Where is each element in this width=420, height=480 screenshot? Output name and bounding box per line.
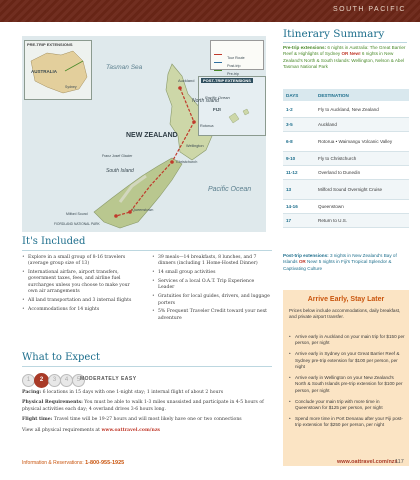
post-trip-prefix: Post-trip extensions:: [283, 253, 329, 258]
table-row: 11-12 Overland to Dunedin: [283, 166, 409, 180]
pre-trip-or: OR New!: [341, 51, 361, 57]
pre-trip-part1: 6 nights in Australia: The Great Barrier Reef & Highlights of Sydney: [283, 45, 406, 57]
table-row: 14-16 Queenstown: [283, 200, 409, 214]
list-item: • Arrive early in Auckland on your main trip for $150 per person, per night: [289, 334, 405, 347]
milford-marker: [114, 214, 118, 218]
section-label: SOUTH PACIFIC: [332, 6, 406, 13]
physical-label: Physical Requirements:: [22, 400, 83, 405]
post-trip-part2: New! 5 nights in Fiji's Tropical Splendor & Captivating Culture: [283, 259, 392, 271]
franz-josef-label: Franz Josef Glacier: [102, 154, 133, 158]
pacing-text: [22, 390, 277, 397]
post-trip-inset-title: POST-TRIP EXTENSIONS: [203, 78, 251, 83]
table-row: 17 Return to U.S.: [283, 214, 409, 228]
page-number: 117: [395, 459, 404, 465]
auckland-marker: [178, 86, 182, 90]
christchurch-marker: [170, 160, 174, 164]
rotorua-label: Rotorua: [200, 124, 214, 128]
itinerary-table: [283, 89, 409, 228]
post-trip-text: [283, 253, 409, 272]
sydney-label: Sydney: [65, 85, 77, 89]
legend-tour: Tour Route: [214, 44, 245, 63]
pre-trip-part2: 6 nights in New Zealand's North & South Islands: Wellington, Nelson & Abel Tasman National Park: [283, 51, 405, 70]
list-item: • 14 small group activities: [152, 270, 270, 276]
list-item: • Conclude your main trip with more time in Queenstown for $125 per person, per night: [289, 399, 405, 412]
pre-trip-inset: [24, 40, 92, 100]
pacific-ocean-inset-label: Pacific Ocean: [205, 95, 230, 100]
list-item: • Arrive early in Wellington on your New Zealand's North & South Islands pre-trip extension for $100 per person, per night: [289, 375, 405, 394]
route-map: [22, 36, 266, 232]
auckland-label: Auckland: [178, 78, 195, 83]
arrive-early-list: [289, 334, 405, 433]
milford-sound-label: Milford Sound: [66, 212, 88, 216]
fiordland-label: FIORDLAND NATIONAL PARK: [54, 222, 100, 226]
included-rule: [22, 250, 272, 251]
scale-dot-3: 3: [48, 374, 61, 387]
post-trip-or: OR: [298, 259, 306, 265]
list-item: • Spend more time in Port Denarau after your Fiji post-trip extension for $250 per person, per night: [289, 416, 405, 429]
pre-trip-inset-title: PRE-TRIP EXTENSIONS: [27, 42, 73, 47]
rotorua-marker: [192, 120, 196, 124]
expect-rule: [22, 366, 272, 367]
wellington-label: Wellington: [186, 144, 204, 148]
list-item: • All land transportation and 3 internal flights: [22, 298, 140, 304]
reservations-label: Information & Reservations:: [22, 460, 84, 466]
post-trip-part1: 3 nights in New Zealand's Bay of Islands: [283, 253, 397, 265]
list-item: • International airfare, airport transfers, government taxes, fees, and airline fuel surcharges unless you choose to make your own air arrangements: [22, 270, 140, 295]
table-row: 1-2 Fly to Auckland, New Zealand: [283, 101, 409, 118]
list-item: • 39 meals—14 breakfasts, 8 lunches, and 7 dinners (including 1 Home-Hosted Dinner): [152, 255, 270, 268]
legend-post: Post-trip: [214, 52, 240, 71]
arrive-early-intro: Prices below include accommodations, daily breakfast, and private airport transfer.: [289, 308, 401, 320]
physical-value: You must be able to walk 1-3 miles unassisted and participate in 4-5 hours of physical activities each day; 4 overland drives 3-6 hours long.: [22, 400, 264, 412]
expect-title: What to Expect: [22, 352, 100, 363]
flight-label: Flight time:: [22, 417, 53, 422]
table-row: 13 Milford Sound Overnight Cruise: [283, 180, 409, 200]
itinerary-title: Itinerary Summary: [283, 28, 385, 40]
included-title: It's Included: [22, 236, 86, 247]
included-list-right: [152, 255, 270, 325]
australia-label: AUSTRALIA: [31, 69, 57, 74]
pacing-label: Pacing:: [22, 390, 42, 395]
col-destination: DESTINATION: [315, 89, 409, 101]
pre-trip-text: [283, 45, 409, 71]
south-island-label: South Island: [106, 168, 134, 174]
table-row: 3-5 Auckland: [283, 118, 409, 132]
legend-pre: Pre-trip: [214, 60, 239, 79]
footer-url[interactable]: www.oattravel.com/nzs: [337, 459, 398, 465]
list-item: • Services of a local O.A.T. Trip Experience Leader: [152, 279, 270, 292]
flight-value: Travel time will be 19-27 hours and will most likely have one or two connections: [52, 417, 242, 422]
christchurch-label: Christchurch: [176, 160, 198, 164]
pacing-value: 6 locations in 15 days with one 1-night stay; 1 internal flight of about 2 hours: [41, 390, 224, 395]
map-legend: [210, 40, 264, 76]
col-days: DAYS: [283, 89, 315, 101]
list-item: • 5% Frequent Traveler Credit toward your next adventure: [152, 309, 270, 322]
list-item: • Gratuities for local guides, drivers, and luggage porters: [152, 294, 270, 307]
new-zealand-label: NEW ZEALAND: [126, 132, 178, 139]
phone-number[interactable]: 1-800-955-1925: [85, 460, 125, 466]
physical-text: [22, 400, 277, 413]
tasman-sea-label: Tasman Sea: [106, 64, 143, 71]
included-list-left: [22, 255, 140, 316]
scale-dot-1: 1: [22, 374, 35, 387]
footer-reservations: [22, 460, 124, 466]
header-bar: [0, 0, 420, 22]
scale-dot-2-active: 2: [34, 373, 49, 388]
scale-dot-5: 5: [72, 374, 85, 387]
arrive-early-title: Arrive Early, Stay Later: [307, 296, 385, 303]
table-row: 9-10 Fly to Christchurch: [283, 152, 409, 166]
list-item: • Arrive early in Sydney on your Great Barrier Reef & Sydney pre-trip extension for $100 per person, per night: [289, 351, 405, 370]
fiji-label: FIJI: [213, 107, 221, 112]
view-requirements: [22, 428, 277, 435]
itinerary-rule: [283, 42, 407, 43]
north-island-label: North Island: [192, 98, 219, 104]
table-row: 6-8 Rotorua • Waimangu Volcanic Valley: [283, 132, 409, 152]
queenstown-label: Queenstown: [132, 208, 154, 212]
pre-trip-prefix: Pre-trip extensions:: [283, 45, 327, 50]
view-text: View all physical requirements at: [22, 428, 102, 433]
arrive-early-box: [283, 290, 409, 466]
scale-dot-4: 4: [60, 374, 73, 387]
requirements-link[interactable]: www.oattravel.com/nzs: [101, 428, 161, 433]
flight-text: [22, 417, 277, 424]
difficulty-label: MODERATELY EASY: [80, 376, 137, 382]
list-item: • Accommodations for 14 nights: [22, 307, 140, 313]
list-item: • Explore in a small group of 8-16 travelers (average group size of 13): [22, 255, 140, 268]
pacific-ocean-label: Pacific Ocean: [208, 186, 252, 193]
